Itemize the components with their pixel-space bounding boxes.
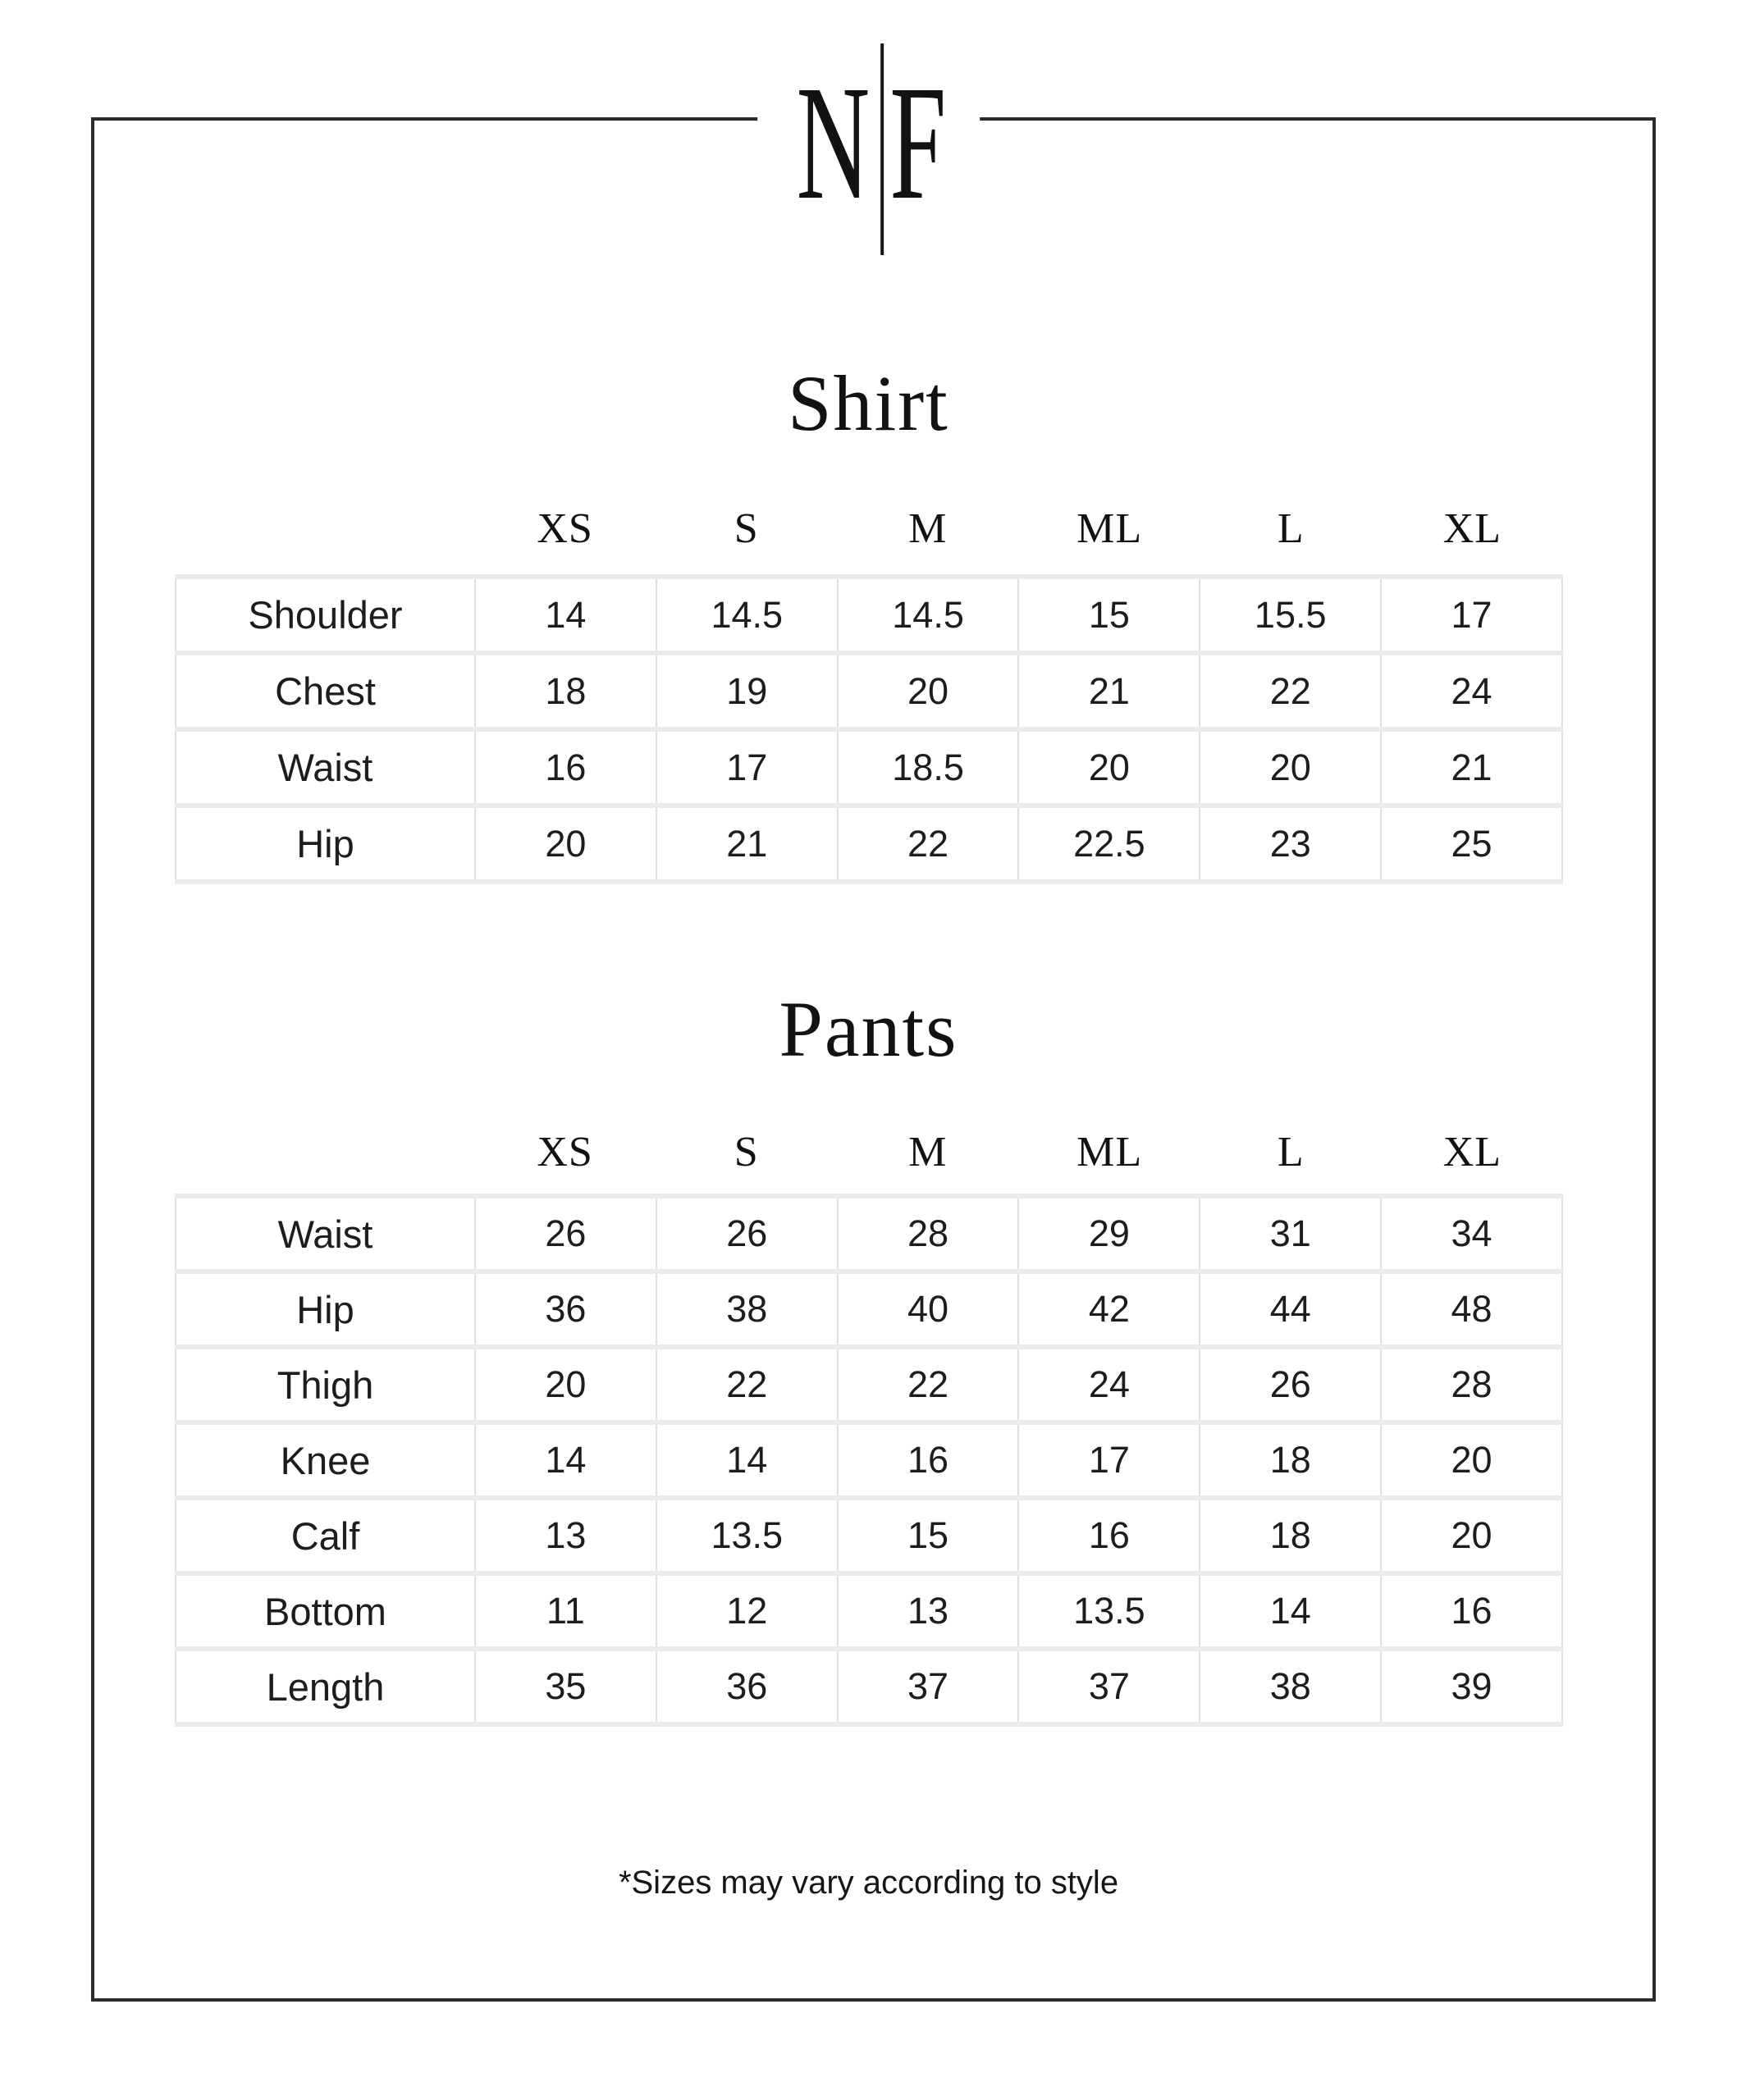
size-value-cell: 24	[1018, 1347, 1200, 1422]
measurement-label: Hip	[176, 1271, 475, 1347]
size-value-cell: 13.5	[1018, 1573, 1200, 1649]
size-value-cell: 19	[656, 653, 838, 729]
measurement-label: Hip	[176, 806, 475, 882]
size-header-label: XS	[537, 1129, 593, 1176]
size-value-cell: 34	[1381, 1196, 1562, 1271]
measurement-label: Thigh	[176, 1347, 475, 1422]
size-value-cell: 14	[656, 1422, 838, 1498]
pants-size-table	[175, 1194, 1563, 1727]
size-value-cell: 20	[1018, 729, 1200, 806]
size-value-cell: 14.5	[656, 577, 838, 653]
measurement-label: Knee	[176, 1422, 475, 1498]
size-value-cell: 20	[475, 1347, 656, 1422]
size-header-label: XL	[1442, 1129, 1502, 1176]
size-header-label: M	[908, 1129, 948, 1176]
shirt-section-title: Shirt	[788, 359, 949, 447]
size-header-label: XS	[537, 505, 593, 552]
size-value-cell: 18	[1200, 1498, 1381, 1573]
table-row	[176, 1347, 1562, 1422]
size-value-cell: 22.5	[1018, 806, 1200, 882]
size-value-cell: 29	[1018, 1196, 1200, 1271]
table-row	[176, 806, 1562, 882]
size-header-label: L	[1277, 505, 1305, 552]
size-value-cell: 16	[838, 1422, 1019, 1498]
size-value-cell: 17	[656, 729, 838, 806]
size-value-cell: 36	[656, 1649, 838, 1724]
size-value-cell: 37	[838, 1649, 1019, 1724]
size-value-cell: 20	[475, 806, 656, 882]
size-value-cell: 42	[1018, 1271, 1200, 1347]
size-value-cell: 18	[475, 653, 656, 729]
logo-letter-n: N	[796, 52, 870, 234]
size-value-cell: 44	[1200, 1271, 1381, 1347]
measurement-label: Shoulder	[176, 577, 475, 653]
size-value-cell: 37	[1018, 1649, 1200, 1724]
size-value-cell: 22	[838, 806, 1019, 882]
table-row	[176, 1498, 1562, 1573]
size-value-cell: 38	[656, 1271, 838, 1347]
size-value-cell: 23	[1200, 806, 1381, 882]
table-row	[176, 729, 1562, 806]
size-value-cell: 22	[838, 1347, 1019, 1422]
shirt-size-table	[175, 574, 1563, 884]
measurement-label: Length	[176, 1649, 475, 1724]
size-value-cell: 18	[1200, 1422, 1381, 1498]
size-value-cell: 17	[1018, 1422, 1200, 1498]
measurement-label: Bottom	[176, 1573, 475, 1649]
size-value-cell: 25	[1381, 806, 1562, 882]
size-value-cell: 13.5	[656, 1498, 838, 1573]
size-header-label: M	[908, 505, 948, 552]
logo-letter-f: F	[889, 52, 947, 234]
size-header-label: S	[734, 505, 759, 552]
size-value-cell: 11	[475, 1573, 656, 1649]
size-value-cell: 16	[1381, 1573, 1562, 1649]
size-value-cell: 28	[1381, 1347, 1562, 1422]
size-value-cell: 31	[1200, 1196, 1381, 1271]
table-row	[176, 1271, 1562, 1347]
shirt-size-header-row	[175, 504, 1563, 554]
logo-divider-bar	[880, 43, 884, 255]
size-value-cell: 21	[1018, 653, 1200, 729]
pants-size-header-row	[175, 1128, 1563, 1177]
size-value-cell: 14	[475, 577, 656, 653]
size-value-cell: 20	[1381, 1498, 1562, 1573]
size-value-cell: 48	[1381, 1271, 1562, 1347]
table-row	[176, 1422, 1562, 1498]
size-value-cell: 21	[656, 806, 838, 882]
size-value-cell: 16	[1018, 1498, 1200, 1573]
size-value-cell: 13	[475, 1498, 656, 1573]
pants-section-title: Pants	[779, 985, 958, 1073]
table-row	[176, 1649, 1562, 1724]
measurement-label: Chest	[176, 653, 475, 729]
size-value-cell: 39	[1381, 1649, 1562, 1724]
size-value-cell: 26	[475, 1196, 656, 1271]
table-row	[176, 577, 1562, 653]
size-header-label: L	[1277, 1129, 1305, 1176]
size-header-label: ML	[1076, 1129, 1143, 1176]
size-header-label: XL	[1442, 505, 1502, 552]
table-row	[176, 1196, 1562, 1271]
header-spacer	[175, 1128, 474, 1177]
size-value-cell: 38	[1200, 1649, 1381, 1724]
size-value-cell: 16	[475, 729, 656, 806]
size-value-cell: 14	[475, 1422, 656, 1498]
size-value-cell: 15.5	[1200, 577, 1381, 653]
size-value-cell: 40	[838, 1271, 1019, 1347]
size-value-cell: 15	[838, 1498, 1019, 1573]
size-value-cell: 36	[475, 1271, 656, 1347]
size-value-cell: 20	[1381, 1422, 1562, 1498]
size-value-cell: 22	[1200, 653, 1381, 729]
table-row	[176, 1573, 1562, 1649]
size-value-cell: 15	[1018, 577, 1200, 653]
measurement-label: Waist	[176, 1196, 475, 1271]
size-value-cell: 13	[838, 1573, 1019, 1649]
size-value-cell: 17	[1381, 577, 1562, 653]
size-header-label: ML	[1076, 505, 1143, 552]
size-value-cell: 22	[656, 1347, 838, 1422]
size-value-cell: 21	[1381, 729, 1562, 806]
size-value-cell: 12	[656, 1573, 838, 1649]
size-value-cell: 24	[1381, 653, 1562, 729]
size-value-cell: 26	[656, 1196, 838, 1271]
footnote: *Sizes may vary according to style	[618, 1865, 1119, 1901]
size-value-cell: 35	[475, 1649, 656, 1724]
table-row	[176, 653, 1562, 729]
size-value-cell: 20	[1200, 729, 1381, 806]
measurement-label: Waist	[176, 729, 475, 806]
size-value-cell: 14	[1200, 1573, 1381, 1649]
brand-logo	[757, 38, 980, 261]
size-value-cell: 20	[838, 653, 1019, 729]
size-value-cell: 14.5	[838, 577, 1019, 653]
size-value-cell: 26	[1200, 1347, 1381, 1422]
size-value-cell: 18.5	[838, 729, 1019, 806]
header-spacer	[175, 504, 474, 554]
measurement-label: Calf	[176, 1498, 475, 1573]
size-value-cell: 28	[838, 1196, 1019, 1271]
size-header-label: S	[734, 1129, 759, 1176]
